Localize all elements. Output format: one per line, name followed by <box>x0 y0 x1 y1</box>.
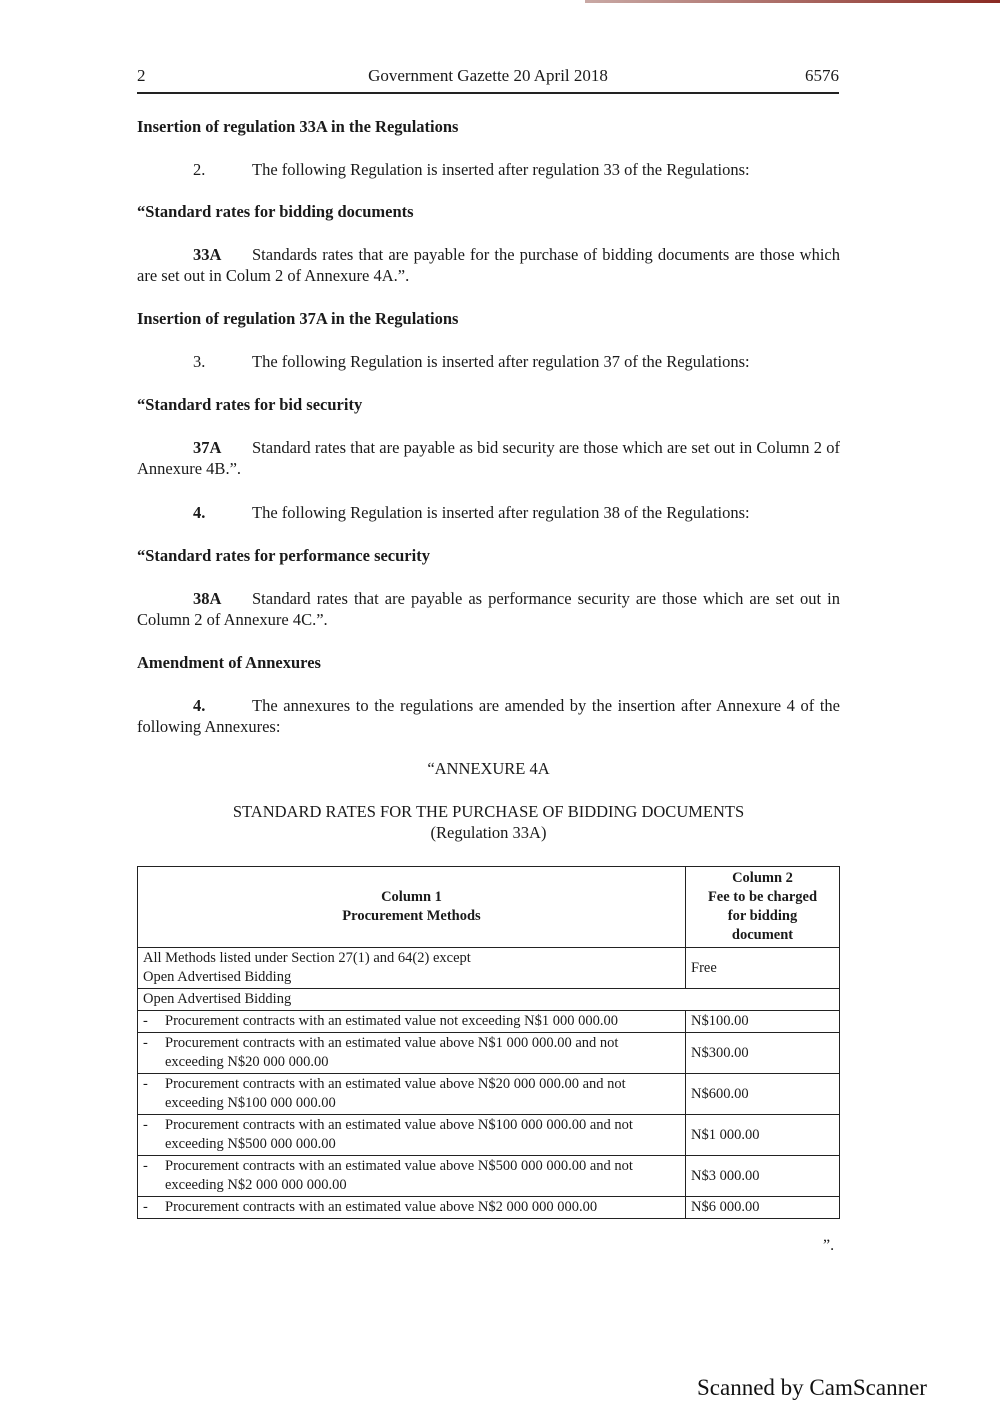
column-2-title-line3: document <box>731 927 794 943</box>
row-description: Procurement contracts with an estimated value above N$500 000 000.00 and not exceeding N$2 000 000 000.00 <box>165 1158 633 1193</box>
regulation-37a-number: 37A <box>193 438 222 457</box>
regulation-33a-number: 33A <box>193 245 222 264</box>
row-description-cell <box>138 1011 686 1033</box>
paragraph-3-number: 3. <box>193 352 206 371</box>
row-description: Procurement contracts with an estimated value above N$1 000 000.00 and not exceeding N$20 000 000.00 <box>165 1035 619 1070</box>
paragraph-4b-number: 4. <box>193 696 206 715</box>
annexure-title: “ANNEXURE 4A <box>427 759 550 778</box>
page-header <box>137 66 839 94</box>
row-fee: N$6 000.00 <box>686 1197 840 1219</box>
paragraph-3-text: The following Regulation is inserted after regulation 37 of the Regulations: <box>252 352 750 371</box>
row-dash: - <box>143 1076 148 1092</box>
table-row <box>138 1156 840 1197</box>
paragraph-4a-number: 4. <box>193 503 206 522</box>
row-dash: - <box>143 1035 148 1051</box>
row-fee: N$1 000.00 <box>686 1115 840 1156</box>
row-fee: N$100.00 <box>686 1011 840 1033</box>
row-description-cell <box>138 1033 686 1074</box>
open-bidding-label: Open Advertised Bidding <box>138 989 840 1011</box>
closing-quote: ”. <box>823 1237 835 1254</box>
column-2-label: Column 2 <box>732 870 793 886</box>
table-row <box>138 1074 840 1115</box>
regulation-33a-text: Standards rates that are payable for the purchase of bidding documents are those which are set out in Colum 2 of Annexure 4A.”. <box>137 245 840 285</box>
table-row <box>138 1197 840 1219</box>
row-dash: - <box>143 1117 148 1133</box>
column-1-label: Column 1 <box>381 889 442 905</box>
title-regulation-37a: “Standard rates for bid security <box>137 395 363 414</box>
table-row <box>138 989 840 1011</box>
paragraph-4b-text: The annexures to the regulations are amended by the insertion after Annexure 4 of the following Annexures: <box>137 696 840 736</box>
regulation-37a-text: Standard rates that are payable as bid security are those which are set out in Column 2 of Annexure 4B.”. <box>137 438 840 478</box>
regulation-38a-text: Standard rates that are payable as performance security are those which are set out in Column 2 of Annexure 4C.”. <box>137 589 840 629</box>
annexure-regulation: (Regulation 33A) <box>430 823 547 842</box>
heading-amendment-annexures: Amendment of Annexures <box>137 653 321 672</box>
fees-table <box>137 866 840 1219</box>
row-dash: - <box>143 1013 148 1029</box>
regulation-38a <box>137 588 840 630</box>
row-description-cell <box>138 1156 686 1197</box>
heading-regulation-37a: Insertion of regulation 37A in the Regulations <box>137 309 459 328</box>
column-1-title: Procurement Methods <box>342 908 481 924</box>
regulation-33a <box>137 244 840 286</box>
gazette-number: 6576 <box>805 66 839 85</box>
table-row <box>138 1115 840 1156</box>
table-row <box>138 1033 840 1074</box>
regulation-37a <box>137 437 840 479</box>
column-2-title-line1: Fee to be charged <box>707 889 818 905</box>
row-description-cell <box>138 1115 686 1156</box>
row-description: Procurement contracts with an estimated value above N$20 000 000.00 and not exceeding N$100 000 000.00 <box>165 1076 626 1111</box>
paragraph-4b <box>137 695 840 737</box>
column-2-header <box>686 867 840 948</box>
paragraph-4a <box>137 502 840 523</box>
page-number: 2 <box>137 66 146 85</box>
all-methods-cell <box>138 948 686 989</box>
row-fee: N$600.00 <box>686 1074 840 1115</box>
scanner-watermark: Scanned by CamScanner <box>697 1375 927 1400</box>
row-description-cell <box>138 1197 686 1219</box>
title-regulation-33a: “Standard rates for bidding documents <box>137 202 414 221</box>
paragraph-2-text: The following Regulation is inserted after regulation 33 of the Regulations: <box>252 160 750 179</box>
all-methods-line1: All Methods listed under Section 27(1) and 64(2) except <box>143 950 471 966</box>
title-regulation-38a: “Standard rates for performance security <box>137 546 430 565</box>
column-2-title-line2: for bidding <box>727 908 798 924</box>
scan-edge-line <box>585 0 1000 3</box>
row-description: Procurement contracts with an estimated value above N$100 000 000.00 and not exceeding N$500 000 000.00 <box>165 1117 633 1152</box>
heading-regulation-33a: Insertion of regulation 33A in the Regulations <box>137 117 459 136</box>
paragraph-2 <box>137 159 840 180</box>
column-1-header <box>138 867 686 948</box>
table-row <box>138 948 840 989</box>
annexure-subtitle: STANDARD RATES FOR THE PURCHASE OF BIDDING DOCUMENTS <box>232 802 745 821</box>
row-description: Procurement contracts with an estimated value not exceeding N$1 000 000.00 <box>165 1013 618 1029</box>
row-description-cell <box>138 1074 686 1115</box>
paragraph-2-number: 2. <box>193 160 206 179</box>
regulation-38a-number: 38A <box>193 589 222 608</box>
row-fee: N$3 000.00 <box>686 1156 840 1197</box>
table-row <box>138 1011 840 1033</box>
row-dash: - <box>143 1158 148 1174</box>
row-description: Procurement contracts with an estimated value above N$2 000 000 000.00 <box>165 1199 598 1215</box>
all-methods-line2: Open Advertised Bidding <box>143 969 292 985</box>
paragraph-4a-text: The following Regulation is inserted after regulation 38 of the Regulations: <box>252 503 750 522</box>
row-dash: - <box>143 1199 148 1215</box>
paragraph-3 <box>137 351 840 372</box>
all-methods-fee: Free <box>686 948 840 989</box>
gazette-title: Government Gazette 20 April 2018 <box>368 66 608 85</box>
table-header-row <box>138 867 840 948</box>
row-fee: N$300.00 <box>686 1033 840 1074</box>
